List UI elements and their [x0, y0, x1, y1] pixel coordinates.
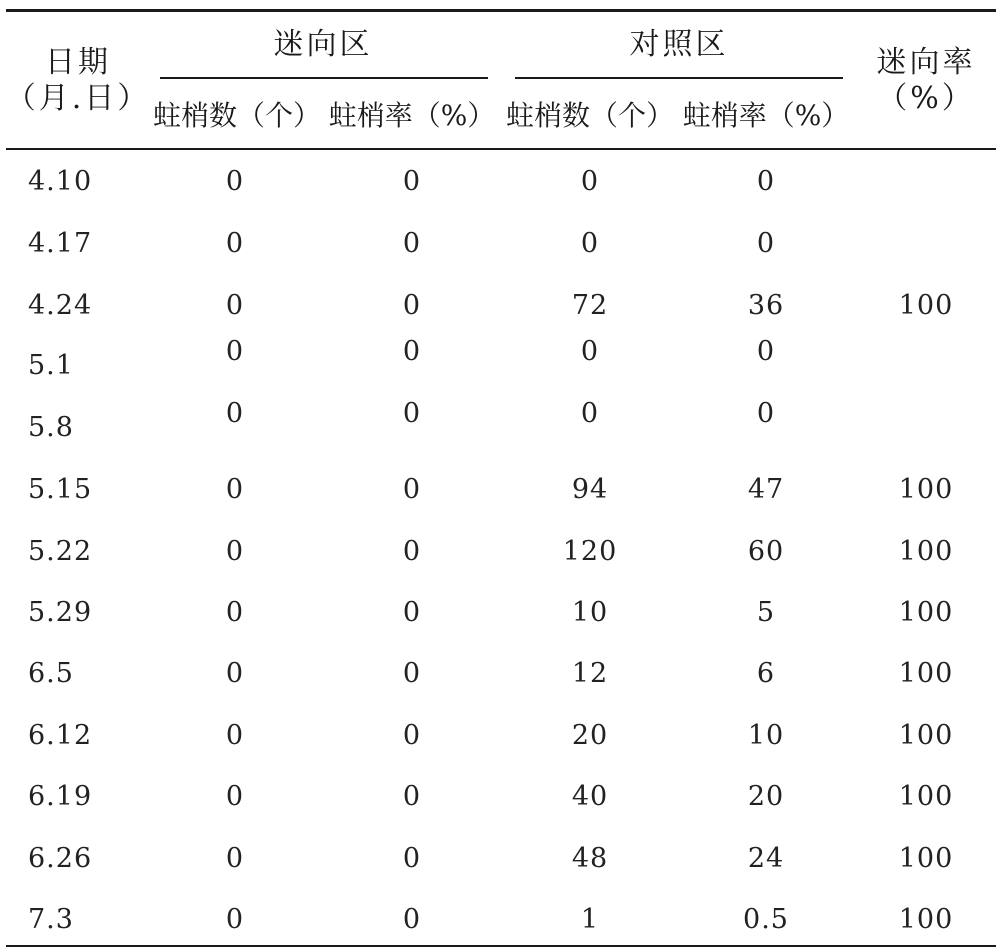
cell-control-rate: 24 [747, 843, 785, 874]
cell-trap-count: 0 [225, 781, 245, 812]
cell-control-rate: 0 [756, 336, 776, 367]
cell-trap-count: 0 [225, 658, 245, 689]
cell-control-count: 72 [571, 290, 609, 321]
cell-control-rate: 36 [747, 290, 785, 321]
cell-rate: 100 [898, 720, 954, 751]
cell-control-rate: 0.5 [743, 904, 789, 935]
cell-trap-count: 0 [225, 398, 245, 429]
cell-trap-count: 0 [225, 336, 245, 367]
cell-trap-rate: 0 [402, 781, 422, 812]
trap-zone-underline [160, 77, 488, 79]
cell-control-rate: 20 [747, 781, 785, 812]
cell-control-rate: 6 [756, 658, 776, 689]
cell-trap-rate: 0 [402, 536, 422, 567]
cell-trap-rate: 0 [402, 843, 422, 874]
cell-trap-count: 0 [225, 904, 245, 935]
cell-date: 4.24 [28, 290, 93, 321]
cell-control-count: 0 [580, 228, 600, 259]
cell-trap-count: 0 [225, 720, 245, 751]
cell-control-count: 48 [571, 843, 609, 874]
control-zone-underline [515, 77, 843, 79]
control-count-header: 蛀梢数（个） [505, 99, 675, 132]
cell-control-rate: 60 [747, 536, 785, 567]
cell-control-count: 0 [580, 398, 600, 429]
cell-control-count: 0 [580, 336, 600, 367]
cell-trap-rate: 0 [402, 336, 422, 367]
cell-trap-rate: 0 [402, 166, 422, 197]
cell-control-count: 94 [571, 474, 609, 505]
cell-control-count: 40 [571, 781, 609, 812]
cell-trap-count: 0 [225, 597, 245, 628]
cell-trap-rate: 0 [402, 474, 422, 505]
cell-date: 5.1 [28, 350, 74, 381]
cell-control-count: 12 [571, 658, 609, 689]
cell-date: 5.15 [28, 474, 93, 505]
cell-trap-rate: 0 [402, 658, 422, 689]
control-rate-header: 蛀梢率（%） [682, 99, 850, 132]
cell-control-rate: 10 [747, 720, 785, 751]
date-header-line1: 日期 [45, 45, 111, 80]
cell-trap-count: 0 [225, 536, 245, 567]
cell-control-rate: 0 [756, 398, 776, 429]
cell-control-count: 0 [580, 166, 600, 197]
control-zone-header: 对照区 [629, 27, 729, 62]
cell-trap-count: 0 [225, 474, 245, 505]
cell-trap-rate: 0 [402, 228, 422, 259]
cell-rate: 100 [898, 843, 954, 874]
cell-date: 6.19 [28, 781, 93, 812]
cell-control-count: 20 [571, 720, 609, 751]
cell-trap-rate: 0 [402, 398, 422, 429]
rate-header-line1: 迷向率 [876, 45, 976, 80]
cell-date: 7.3 [28, 904, 74, 935]
cell-date: 5.22 [28, 536, 93, 567]
cell-trap-count: 0 [225, 228, 245, 259]
cell-control-count: 10 [571, 597, 609, 628]
cell-rate: 100 [898, 474, 954, 505]
cell-trap-rate: 0 [402, 290, 422, 321]
cell-date: 5.29 [28, 597, 93, 628]
cell-trap-count: 0 [225, 843, 245, 874]
cell-trap-rate: 0 [402, 720, 422, 751]
table-bottom-rule [6, 945, 996, 947]
cell-trap-rate: 0 [402, 904, 422, 935]
trap-rate-header: 蛀梢率（%） [328, 99, 496, 132]
cell-control-count: 120 [562, 536, 618, 567]
cell-trap-count: 0 [225, 290, 245, 321]
cell-rate: 100 [898, 290, 954, 321]
cell-date: 6.26 [28, 843, 93, 874]
cell-control-rate: 0 [756, 228, 776, 259]
cell-control-rate: 0 [756, 166, 776, 197]
rate-header-line2: （%） [877, 81, 975, 116]
cell-rate: 100 [898, 904, 954, 935]
cell-trap-count: 0 [225, 166, 245, 197]
cell-rate: 100 [898, 536, 954, 567]
trap-zone-header: 迷向区 [273, 27, 373, 62]
cell-date: 6.12 [28, 720, 93, 751]
cell-rate: 100 [898, 658, 954, 689]
date-header-line2: （月.日） [5, 81, 151, 116]
cell-date: 6.5 [28, 658, 74, 689]
cell-control-count: 1 [580, 904, 600, 935]
cell-date: 4.10 [28, 166, 93, 197]
header-bottom-rule [6, 148, 996, 150]
cell-control-rate: 47 [747, 474, 785, 505]
cell-rate: 100 [898, 597, 954, 628]
trap-count-header: 蛀梢数（个） [152, 99, 322, 132]
cell-date: 4.17 [28, 228, 93, 259]
table-top-rule [6, 9, 996, 12]
cell-control-rate: 5 [756, 597, 776, 628]
cell-trap-rate: 0 [402, 597, 422, 628]
cell-rate: 100 [898, 781, 954, 812]
cell-date: 5.8 [28, 412, 74, 443]
